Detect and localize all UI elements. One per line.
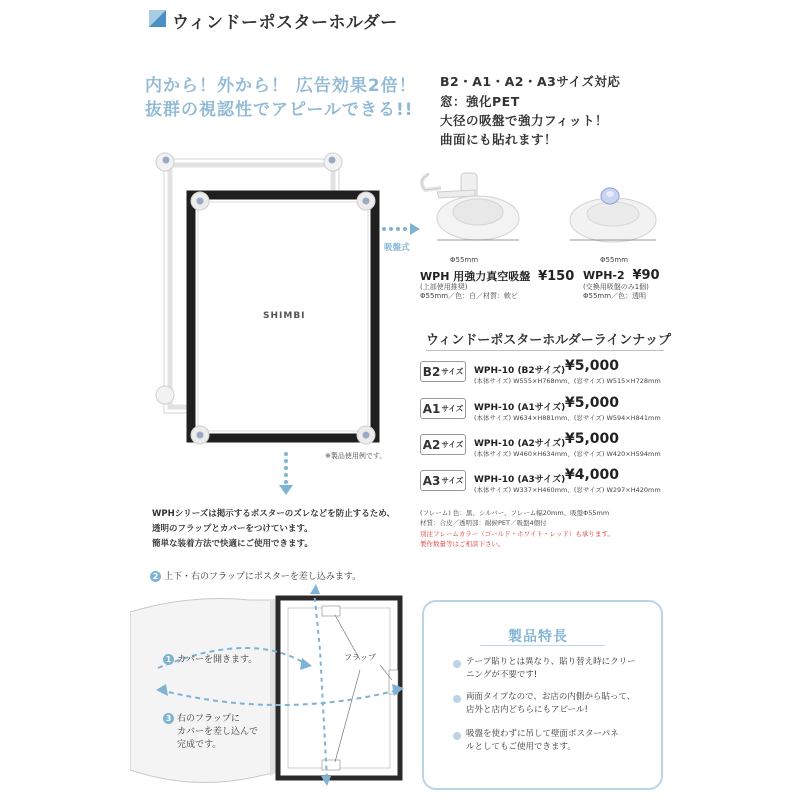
description-line-1: WPHシリーズは掲示するポスターのズレなどを防止するため、 xyxy=(152,509,395,519)
lineup-price-a1: ¥5,000 xyxy=(565,395,620,411)
lineup-title: ウィンドーポスターホルダーラインナップ xyxy=(426,333,672,348)
poster-holder-illustration xyxy=(150,145,400,455)
lineup-dims-b2: (本体サイズ) W555×H768mm、(窓サイズ) W515×H728mm xyxy=(474,377,661,385)
spec-window: 窓：強化PET xyxy=(440,94,520,109)
brand-logo: SHIMBI xyxy=(263,311,306,321)
step-3-number: 3 xyxy=(163,713,174,724)
step-2: 2 上下・右のフラップにポスターを差し込みます。 xyxy=(150,569,361,582)
feature-3: 吸盤を使わずに吊して壁面ポスターパネ ルとしてもご使用できます。 xyxy=(466,729,619,752)
suction-cup-2-name: WPH-2 ¥90 xyxy=(583,268,660,283)
description-line-2: 透明のフラップとカバーをつけています。 xyxy=(152,524,313,534)
lineup-note-custom-color: 別注フレームカラー（ゴールド・ホワイト・レッド）も承ります。 xyxy=(420,530,614,538)
suction-cup-2-spec: Φ55mm／色：透明 xyxy=(583,292,647,300)
features-divider xyxy=(480,645,605,646)
spec-sizes: B2・A1・A2・A3サイズ対応 xyxy=(440,74,621,89)
lineup-model-a1: WPH-10 (A1サイズ) xyxy=(474,403,566,413)
flap-label: フラップ xyxy=(344,653,376,662)
suction-cup-1-name: WPH 用強力真空吸盤 ¥150 xyxy=(420,269,575,284)
suction-cup-1-diameter: Φ55mm xyxy=(450,256,479,264)
step-2-number: 2 xyxy=(150,571,161,582)
size-badge-a2: A2 サイズ xyxy=(420,434,466,455)
feature-2: 両面タイプなので、お店の内側から貼って、 店外と店内どちらにもアピール! xyxy=(466,692,636,715)
suction-cup-2-price: ¥90 xyxy=(632,268,660,283)
step-1-number: 1 xyxy=(163,654,174,665)
size-badge-a1: A1 サイズ xyxy=(420,398,466,419)
lineup-note-material: 材質：合皮／透明部：耐候PET／吸盤4個付 xyxy=(420,519,547,527)
step-3: 3 右のフラップに カバーを差し込んで 完成です。 xyxy=(163,713,258,752)
suction-cup-1-price: ¥150 xyxy=(538,269,575,284)
description-line-3: 簡単な装着方法で快適にご使用できます。 xyxy=(152,539,313,549)
lineup-price-a2: ¥5,000 xyxy=(565,431,620,447)
installation-illustration xyxy=(130,580,415,790)
lineup-dims-a1: (本体サイズ) W634×H881mm、(窓サイズ) W594×H841mm xyxy=(474,414,661,422)
suction-cup-2-diameter: Φ55mm xyxy=(600,256,629,264)
lineup-dims-a3: (本体サイズ) W337×H460mm、(窓サイズ) W297×H420mm xyxy=(474,486,661,494)
feature-1-bullet-icon xyxy=(453,660,461,668)
suction-cup-1-sub: (上部使用推奨) xyxy=(420,283,468,291)
sample-note: ※製品使用例です。 xyxy=(325,452,387,460)
catch-line-1: 内から！外から！ 広告効果2倍！ xyxy=(145,76,417,96)
catch-line-2: 抜群の視認性でアピールできる!! xyxy=(145,100,414,120)
step-1: 1 カバーを開きます。 xyxy=(163,652,257,665)
features-title: 製品特長 xyxy=(508,629,568,645)
lineup-divider xyxy=(426,350,664,351)
lineup-model-a3: WPH-10 (A3サイズ) xyxy=(474,475,566,485)
lineup-model-b2: WPH-10 (B2サイズ) xyxy=(474,366,566,376)
page-title: ウィンドーポスターホルダー xyxy=(172,13,398,33)
size-badge-a3: A3 サイズ xyxy=(420,470,466,491)
feature-3-bullet-icon xyxy=(453,732,461,740)
lineup-model-a2: WPH-10 (A2サイズ) xyxy=(474,439,566,449)
mount-label: 吸盤式 xyxy=(384,243,410,253)
spec-curved: 曲面にも貼れます！ xyxy=(440,132,558,147)
size-badge-b2: B2 サイズ xyxy=(420,361,466,382)
suction-cup-clear-image xyxy=(568,178,660,246)
spec-suction: 大径の吸盤で強力フィット！ xyxy=(440,113,609,128)
lineup-dims-a2: (本体サイズ) W460×H634mm、(窓サイズ) W420×H594mm xyxy=(474,450,661,458)
dotted-arrow-down-icon xyxy=(277,450,295,496)
suction-cup-hook-image xyxy=(415,168,520,248)
lineup-note-frame: (フレーム) 色：黒、シルバー、フレーム幅20mm、吸盤Φ55mm xyxy=(420,509,610,517)
lineup-price-b2: ¥5,000 xyxy=(565,358,620,374)
suction-cup-2-sub: (交換用吸盤のみ1個) xyxy=(583,283,649,291)
feature-1: テープ貼りとは異なり、貼り替え時にクリー ニングが不要です! xyxy=(466,657,636,680)
header-mark-icon xyxy=(149,10,166,27)
lineup-note-quantity: 製作数量等はご相談下さい。 xyxy=(420,540,505,548)
suction-cup-1-spec: Φ55mm／色：白／材質：軟ビ xyxy=(420,292,519,300)
feature-2-bullet-icon xyxy=(453,695,461,703)
lineup-price-a3: ¥4,000 xyxy=(565,467,620,483)
